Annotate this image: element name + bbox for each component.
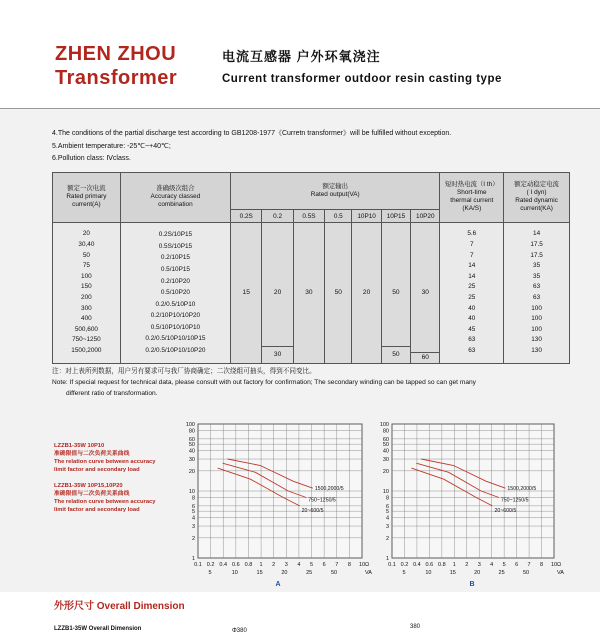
output-05s-value: 30 [293,222,324,363]
header-accuracy [120,173,230,223]
list-item: 100 [81,272,92,280]
page-title [222,46,502,85]
x-tick-label: 5 [502,562,506,568]
x-unit-omega: Ω [365,562,370,568]
brand-line2: Transformer [55,67,178,89]
x-tick-label-va: 5 [208,570,212,576]
header-rated-output [231,173,440,210]
x-tick-label: 0.2 [206,562,215,568]
list-item: 0.2/10P20 [160,277,190,285]
curve-label: 1500,2000/5 [507,486,537,493]
list-item: 0.2/10P15 [160,254,190,262]
output-class-10p15: 10P15 [381,210,410,222]
list-item: 750~1250 [72,336,101,344]
thermal-en-3: (KA/S) [462,205,482,213]
table-footnotes [52,366,582,399]
curve-model: LZZB1-35W 10P15,10P20 [54,483,123,489]
list-item: 0.2/0.5/10P10 [155,300,196,308]
header-thermal [440,173,504,223]
dynamic-cn: 额定动稳定电流 [514,181,559,189]
x-tick-label: 7 [335,562,339,568]
list-item: 45 [468,325,476,333]
x-tick-label: 2 [272,562,276,568]
x-tick-label-va: 15 [449,570,456,576]
notes [52,128,451,166]
primary-en-2: current(A) [72,201,101,209]
footnote-cn: 注：对上表所列数据，用户另有要求可与我厂协商确定；二次绕组可抽头，得到不同变比。 [52,368,316,375]
curve-en-1: The relation curve between accuracy [54,459,156,465]
y-tick-label: 30 [188,457,195,464]
primary-current-column [53,222,121,363]
x-tick-label: 0.4 [413,562,421,568]
y-tick-label: 3 [191,524,195,531]
list-item: 0.5/10P15 [160,265,190,273]
y-tick-label: 4 [191,515,195,522]
overall-dimension-title: 外形尺寸 Overall Dimension [54,601,185,612]
x-tick-label-va: 15 [256,570,263,576]
list-item: 300 [81,304,92,312]
list-item: 7 [470,251,474,259]
x-tick-label: 4 [297,562,301,568]
list-item: 0.2/0.5/10P10/10P15 [145,335,206,343]
x-tick-label: 6 [322,562,326,568]
x-tick-label-va: 25 [498,570,505,576]
list-item: 0.5S/10P15 [158,242,193,250]
y-tick-label: 40 [382,448,389,455]
dynamic-column [504,222,570,363]
y-tick-label: 6 [191,503,195,510]
header [0,0,600,108]
list-item: 63 [468,346,476,354]
x-tick-label: 10 [550,562,558,568]
y-tick-label: 8 [191,495,195,502]
list-item: 130 [531,346,542,354]
chart-a [178,418,388,596]
x-tick-label: 6 [515,562,519,568]
list-item: 25 [468,293,476,301]
accuracy-en-2: combination [158,201,193,209]
chart-caption: B [469,581,475,588]
list-item: 7 [470,240,474,248]
list-item: 100 [531,325,542,333]
output-02-cell [262,222,293,363]
y-tick-label: 1 [385,556,389,562]
output-10p15-last: 50 [382,346,410,363]
output-en: Rated output(VA) [310,191,360,199]
y-tick-label: 40 [188,448,195,455]
list-item: 400 [81,315,92,323]
y-tick-label: 50 [188,442,195,449]
dynamic-en-3: current(KA) [520,205,553,213]
list-item: 63 [533,293,541,301]
thermal-cn: 短时热电流（I th） [444,181,499,189]
output-05-value: 50 [325,222,352,363]
dimension-phi-380: Φ380 [232,628,247,634]
y-tick-label: 50 [382,442,389,449]
output-10p20-main: 30 [421,289,429,297]
x-tick-label: 2 [465,562,469,568]
combination-column [120,222,230,363]
list-item: 50 [82,251,90,259]
y-tick-label: 1 [191,556,195,562]
output-02s-value: 15 [231,222,262,363]
list-item: 5.6 [467,230,477,238]
header-divider [0,108,600,109]
list-item: 20 [82,230,90,238]
output-class-02s: 0.2S [231,210,262,222]
y-tick-label: 10 [188,489,195,495]
curve-cn: 准确限值与二次负荷关系曲线 [54,491,130,497]
output-10p15-main: 50 [392,289,400,297]
y-tick-label: 100 [379,422,389,428]
list-item: 25 [468,283,476,291]
x-tick-label-va: 10 [231,570,238,576]
y-tick-label: 100 [185,422,195,428]
x-tick-label: 0.8 [438,562,446,568]
list-item: 130 [531,336,542,344]
x-tick-label-va: 10 [425,570,432,576]
x-tick-label: 0.8 [244,562,253,568]
list-item: 0.2S/10P15 [158,231,193,239]
title-cn: 电流互感器 户外环氧浇注 [222,49,381,64]
y-tick-label: 30 [382,457,389,464]
x-tick-label-va: 25 [306,570,313,576]
x-unit-va: VA [365,570,372,576]
output-class-05s: 0.5S [293,210,324,222]
note-6: 6.Pollution class: Ⅳclass. [52,155,131,162]
note-5: 5.Ambient temperature: -25℃~+40℃; [52,142,171,150]
y-tick-label: 2 [385,535,389,542]
output-10p15-cell [381,222,410,363]
y-tick-label: 60 [382,436,389,443]
x-tick-label: 4 [490,562,494,568]
output-02-main: 20 [273,289,282,297]
curve-label: 20~600/5 [301,507,324,514]
list-item: 200 [81,293,92,301]
header-primary-current [53,173,121,223]
y-tick-label: 8 [385,495,389,502]
x-tick-label-va: 20 [474,570,481,576]
list-item: 14 [468,272,476,280]
y-tick-label: 5 [385,509,389,516]
chart-caption: A [275,581,281,588]
y-tick-label: 20 [382,468,389,475]
y-tick-label: 80 [382,428,389,435]
x-tick-label-va: 50 [522,570,530,576]
list-item: 75 [82,262,90,270]
curve-label: 1500,2000/5 [314,486,344,493]
header-dynamic [504,173,570,223]
y-tick-label: 5 [191,509,195,516]
y-tick-label: 80 [188,428,195,435]
x-tick-label: 8 [540,562,544,568]
x-tick-label: 10 [358,562,366,568]
chart-b [378,418,578,596]
x-tick-label: 0.1 [194,562,202,568]
thermal-column [440,222,504,363]
x-unit-omega: Ω [557,562,562,568]
curve-label-10p15 [54,482,156,514]
accuracy-cn: 准确级次组合 [156,185,195,193]
output-class-02: 0.2 [262,210,293,222]
list-item: 14 [468,262,476,270]
x-tick-label: 1 [452,562,456,568]
footnote-en-2: different ratio of transformation. [66,390,158,397]
x-unit-va: VA [557,570,564,576]
list-item: 35 [533,272,541,280]
curve-label: 750~1250/5 [308,497,336,504]
list-item: 500,600 [74,325,98,333]
output-class-10p20: 10P20 [411,210,440,222]
output-10p20-last: 60 [411,352,439,363]
list-item: 0.5/10P10/10P10 [150,323,201,331]
x-tick-label: 0.2 [400,562,409,568]
brand-logo [55,44,177,88]
dynamic-en-1: ( I dyn) [526,189,547,197]
x-tick-label: 3 [477,562,481,568]
curve-label: 20~600/5 [494,507,517,514]
curve-en-2: limit factor and secondary load [54,467,140,473]
primary-en-1: Rated primary [66,193,107,201]
y-tick-label: 2 [191,535,195,542]
list-item: 1500,2000 [71,346,102,354]
list-item: 30,40 [78,240,95,248]
curve-label-10p10 [54,442,156,474]
list-item: 0.2/0.5/10P10/10P20 [145,347,206,355]
curve-label: 750~1250/5 [500,497,529,504]
footnote-en-1: Note: If special request for technical data, please consult with out factory for confirmation; The secondary winding can be tapped so can get many [52,379,476,386]
x-tick-label: 3 [284,562,288,568]
curve-en-2: limit factor and secondary load [54,507,140,513]
curve-model: LZZB1-35W 10P10 [54,443,105,449]
x-tick-label-va: 5 [402,570,406,576]
curve-cn: 准确限值与二次负荷关系曲线 [54,451,130,457]
brand-line1: ZHEN ZHOU [55,43,177,65]
list-item: 17.5 [530,251,543,259]
list-item: 14 [533,230,541,238]
note-4: 4.The conditions of the partial discharge test according to GB1208-1977《Curretn transformer》will be fulfilled without exception. [52,130,452,137]
y-tick-label: 3 [385,524,389,531]
list-item: 100 [531,315,542,323]
output-10p20-cell [411,222,440,363]
thermal-en-1: Short-time [457,189,487,197]
list-item: 150 [81,283,92,291]
list-item: 0.5/10P20 [160,289,190,297]
spec-table [52,172,570,364]
list-item: 40 [468,304,476,312]
x-tick-label: 7 [527,562,531,568]
x-tick-label: 0.4 [219,562,228,568]
output-cn: 额定输出 [322,183,349,191]
y-tick-label: 6 [385,503,389,510]
list-item: 17.5 [530,240,543,248]
list-item: 63 [533,283,541,291]
x-tick-label: 5 [310,562,314,568]
thermal-en-2: thermal current [450,197,494,205]
curve-en-1: The relation curve between accuracy [54,499,156,505]
y-tick-label: 20 [188,468,195,475]
x-tick-label: 0.6 [232,562,240,568]
list-item: 35 [533,262,541,270]
x-tick-label-va: 20 [281,570,288,576]
y-tick-label: 4 [385,515,389,522]
output-class-05: 0.5 [325,210,352,222]
accuracy-en-1: Accuracy classed [150,193,201,201]
primary-cn: 额定一次电流 [67,185,106,193]
x-tick-label: 0.6 [425,562,434,568]
x-tick-label: 8 [347,562,351,568]
output-02-last: 30 [262,346,292,363]
x-tick-label: 0.1 [388,562,396,568]
dynamic-en-2: Rated dynamic [515,197,558,205]
list-item: 100 [531,304,542,312]
y-tick-label: 60 [188,436,195,443]
dimension-380: 380 [410,624,421,630]
title-en: Current transformer outdoor resin casting type [222,73,502,85]
x-tick-label-va: 50 [330,570,338,576]
curve-labels [54,442,156,522]
output-10p10-value: 20 [352,222,381,363]
y-tick-label: 10 [382,489,389,495]
list-item: 0.2/10P10/10P20 [150,312,201,320]
output-class-10p10: 10P10 [352,210,381,222]
list-item: 63 [468,336,476,344]
overall-dimension-subtitle: LZZB1-35W Overall Dimension [54,626,142,632]
list-item: 40 [468,315,476,323]
x-tick-label: 1 [259,562,263,568]
